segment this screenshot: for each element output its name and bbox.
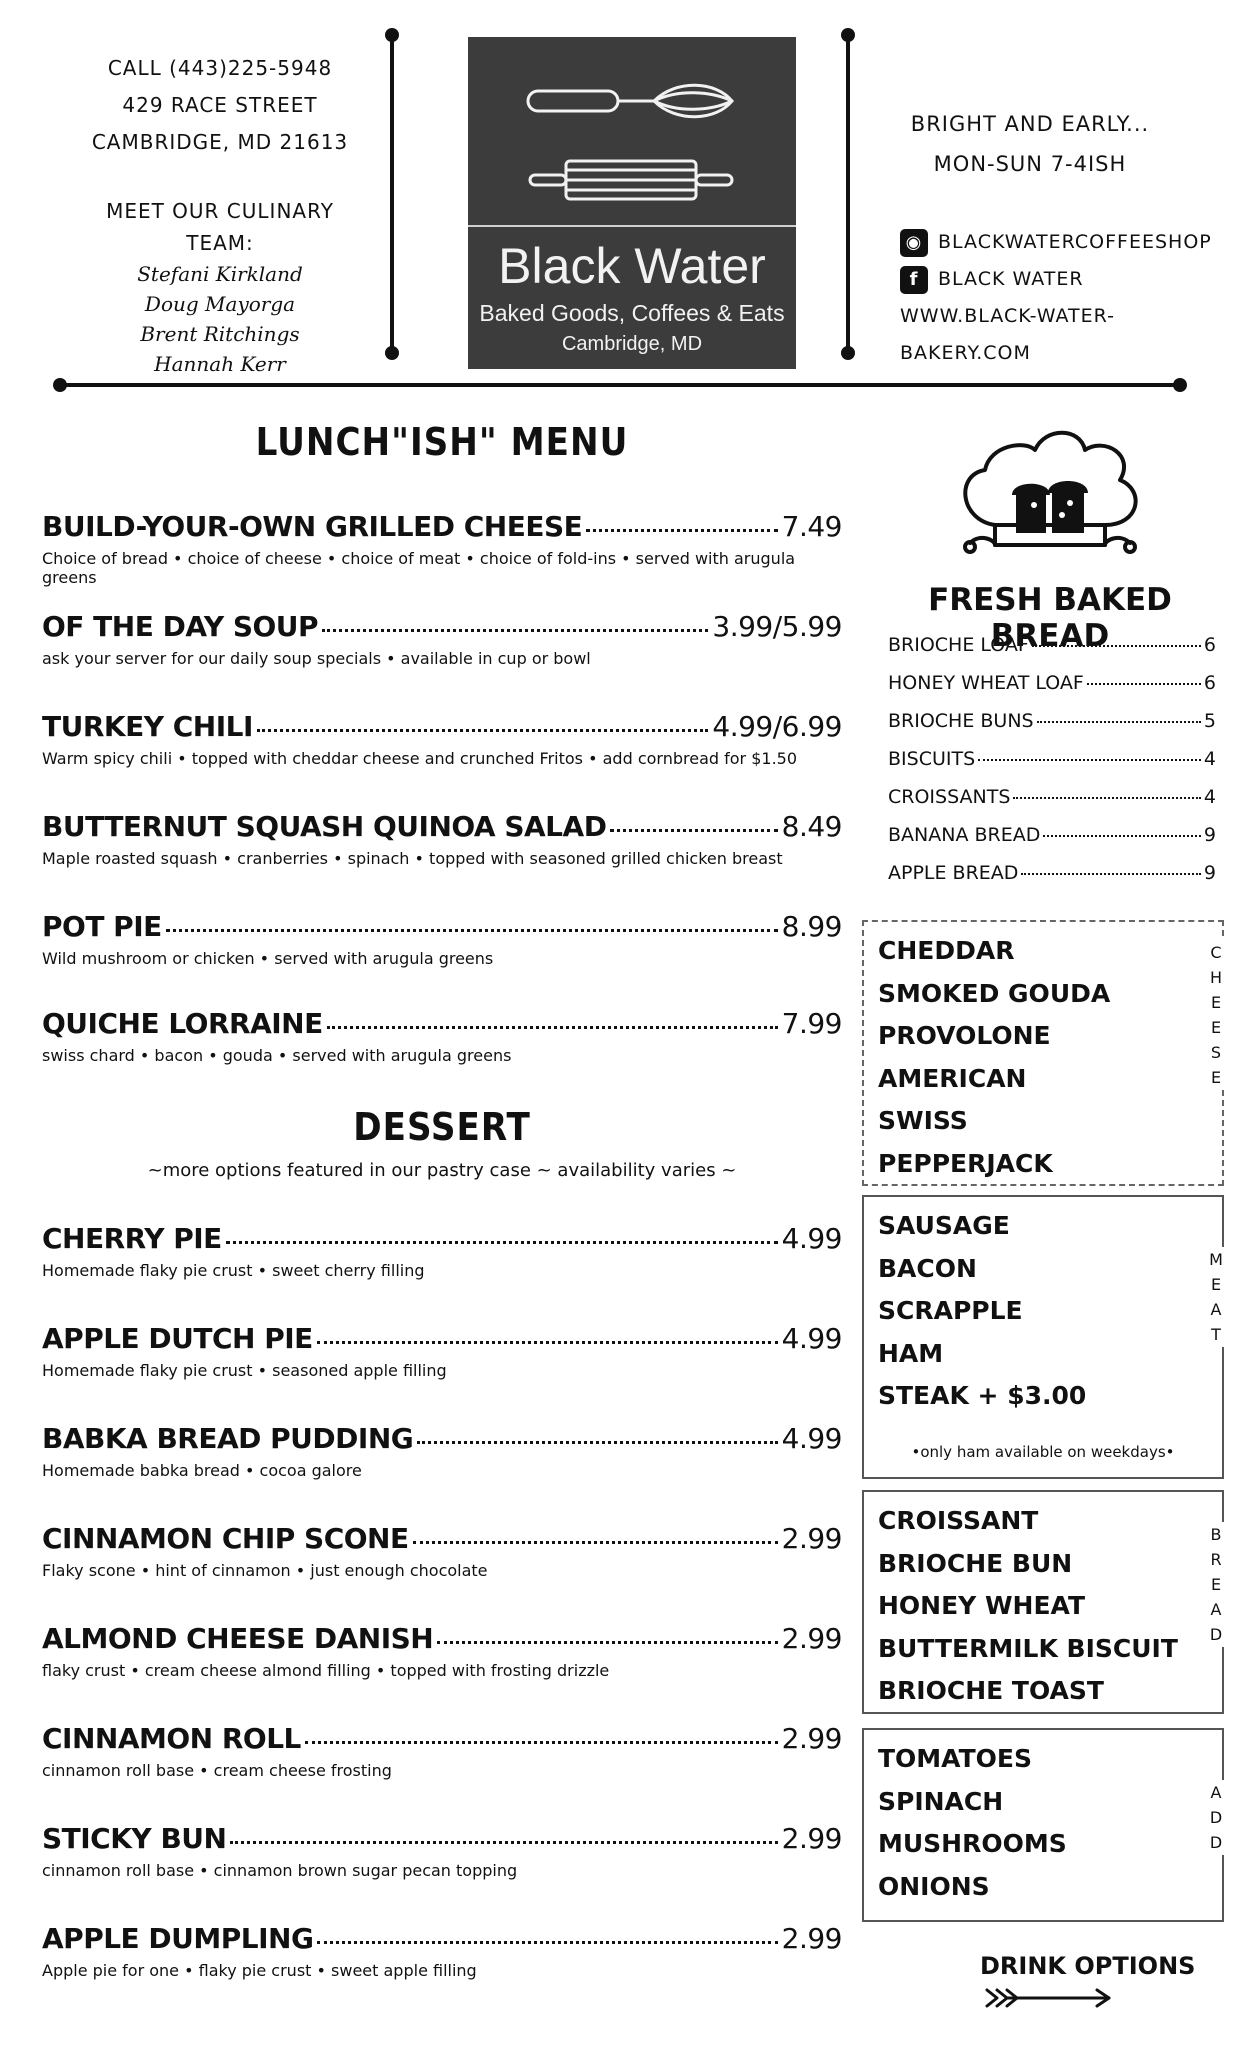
website-url: WWW.BLACK-WATER-BAKERY.COM (900, 305, 1115, 364)
item-name: CINNAMON CHIP SCONE (42, 1522, 409, 1555)
contact-block (70, 50, 370, 379)
bread-name: APPLE BREAD (888, 862, 1019, 884)
bread-price: 9 (1203, 862, 1216, 884)
item-name: TURKEY CHILI (42, 710, 253, 743)
item-name: CHERRY PIE (42, 1222, 222, 1255)
instagram-icon: ◉ (900, 229, 928, 257)
bread-option: BRIOCHE BUN (878, 1548, 1073, 1578)
phone-text: CALL (443)225-5948 (107, 56, 333, 80)
item-price: 8.99 (781, 910, 842, 943)
dessert-note: ~more options featured in our pastry case ~ availability varies ~ (147, 1160, 737, 1181)
item-price: 4.99 (781, 1422, 842, 1455)
item-price: 2.99 (781, 1722, 842, 1755)
cheese-option: CHEDDAR (878, 936, 1015, 965)
divider-line (390, 35, 394, 353)
item-name: OF THE DAY SOUP (42, 610, 319, 643)
item-name: STICKY BUN (42, 1822, 227, 1855)
logo-location: Cambridge, MD (561, 333, 703, 355)
bread-option-list (878, 1500, 1178, 1713)
item-name: BUTTERNUT SQUASH QUINOA SALAD (42, 810, 607, 843)
logo-tagline: Baked Goods, Coffees & Eats (479, 300, 785, 326)
add-option: SPINACH (878, 1786, 1004, 1816)
cheese-option: PEPPERJACK (878, 1148, 1053, 1178)
divider-line (846, 35, 850, 353)
item-description: Homemade flaky pie crust • seasoned apple filling (42, 1361, 447, 1380)
whisk-rolling-pin-icon (526, 77, 738, 217)
bread-options-box (862, 1490, 1224, 1714)
item-description: Apple pie for one • flaky pie crust • sweet apple filling (42, 1961, 477, 1980)
bread-title: FRESH BAKED BREAD (928, 582, 1172, 654)
item-name: ALMOND CHEESE DANISH (42, 1622, 434, 1655)
item-name: QUICHE LORRAINE (42, 1007, 323, 1040)
item-name: APPLE DUMPLING (42, 1922, 314, 1955)
add-list (878, 1738, 1067, 1908)
bread-name: BRIOCHE BUNS (888, 710, 1034, 732)
menu-item (42, 1822, 842, 1880)
item-price: 2.99 (781, 1622, 842, 1655)
bread-row (888, 824, 1216, 862)
facebook-handle: BLACK WATER (938, 268, 1084, 290)
cheese-option: SWISS (878, 1106, 968, 1135)
item-name: APPLE DUTCH PIE (42, 1322, 313, 1355)
item-description: swiss chard • bacon • gouda • served with arugula greens (42, 1046, 512, 1065)
meat-label: M E A T (1208, 1247, 1224, 1347)
item-price: 7.99 (781, 1007, 842, 1040)
item-price: 2.99 (781, 1822, 842, 1855)
menu-item (42, 1922, 842, 1980)
item-price: 3.99/5.99 (712, 610, 842, 643)
facebook-icon: f (900, 266, 928, 294)
item-description: Flaky scone • hint of cinnamon • just enough chocolate (42, 1561, 488, 1580)
bread-name: BISCUITS (888, 748, 976, 770)
item-price: 4.99 (781, 1322, 842, 1355)
menu-item (42, 1522, 842, 1580)
bread-option: BUTTERMILK BISCUIT (878, 1633, 1178, 1663)
arrow-right-icon (985, 1986, 1115, 2010)
chef-hat-bread-icon (950, 425, 1150, 565)
street-text: 429 RACE STREET (122, 93, 318, 117)
bread-option: HONEY WHEAT (878, 1591, 1086, 1620)
item-name: BUILD-YOUR-OWN GRILLED CHEESE (42, 510, 583, 543)
bread-option: CROISSANT (878, 1506, 1039, 1535)
item-description: Homemade flaky pie crust • sweet cherry filling (42, 1261, 425, 1280)
hours-block (880, 104, 1180, 184)
team-member: Brent Ritchings (140, 322, 300, 346)
menu-item (42, 1422, 842, 1480)
cheese-option: SMOKED GOUDA (878, 978, 1111, 1008)
menu-item (42, 610, 842, 668)
bread-row (888, 710, 1216, 748)
add-label: A D D (1208, 1780, 1224, 1855)
add-option: ONIONS (878, 1871, 990, 1901)
item-price: 2.99 (781, 1922, 842, 1955)
menu-item (42, 810, 842, 868)
social-block (900, 224, 1243, 372)
bread-name: BRIOCHE LOAF (888, 634, 1029, 656)
dessert-title: DESSERT (353, 1105, 531, 1149)
hours-line-2: MON-SUN 7-4ISH (933, 152, 1127, 176)
menu-item (42, 1007, 842, 1065)
bread-row (888, 786, 1216, 824)
menu-item (42, 910, 842, 968)
bread-row (888, 862, 1216, 900)
menu-item (42, 1622, 842, 1680)
bread-name: BANANA BREAD (888, 824, 1041, 846)
add-option: TOMATOES (878, 1744, 1032, 1773)
bread-name: CROISSANTS (888, 786, 1011, 808)
instagram-handle: BLACKWATERCOFFEESHOP (938, 231, 1212, 253)
menu-item (42, 1322, 842, 1380)
cheese-option: AMERICAN (878, 1063, 1027, 1093)
item-name: BABKA BREAD PUDDING (42, 1422, 414, 1455)
meat-option: HAM (878, 1338, 944, 1368)
bread-row (888, 672, 1216, 710)
team-member: Doug Mayorga (144, 292, 296, 316)
item-price: 4.99 (781, 1222, 842, 1255)
meat-note: •only ham available on weekdays• (911, 1443, 1175, 1461)
item-price: 7.49 (781, 510, 842, 543)
logo (468, 37, 796, 369)
bread-price: 6 (1203, 634, 1216, 656)
bread-list (888, 634, 1216, 900)
bread-price: 6 (1203, 672, 1216, 694)
city-text: CAMBRIDGE, MD 21613 (91, 130, 349, 154)
menu-item (42, 710, 842, 768)
bread-price: 5 (1203, 710, 1216, 732)
add-option: MUSHROOMS (878, 1829, 1067, 1858)
meat-option: SCRAPPLE (878, 1296, 1023, 1325)
cheese-list (878, 930, 1110, 1185)
bread-price: 4 (1203, 748, 1216, 770)
meat-option: BACON (878, 1253, 977, 1283)
meat-options-box (862, 1195, 1224, 1479)
bread-name: HONEY WHEAT LOAF (888, 672, 1084, 694)
item-name: CINNAMON ROLL (42, 1722, 301, 1755)
item-description: cinnamon roll base • cream cheese frosting (42, 1761, 392, 1780)
menu-item (42, 1222, 842, 1280)
bread-row (888, 748, 1216, 786)
item-description: cinnamon roll base • cinnamon brown sugar pecan topping (42, 1861, 518, 1880)
menu-item (42, 510, 842, 587)
bread-price: 4 (1203, 786, 1216, 808)
team-member: Hannah Kerr (154, 352, 286, 376)
team-title: MEET OUR CULINARY TEAM: (106, 199, 334, 255)
item-description: flaky crust • cream cheese almond filling • topped with frosting drizzle (42, 1661, 610, 1680)
logo-name: Black Water (498, 238, 766, 294)
item-description: Wild mushroom or chicken • served with arugula greens (42, 949, 494, 968)
cheese-options-box (862, 920, 1224, 1186)
cheese-label: C H E E S E (1208, 940, 1224, 1090)
culinary-team (70, 195, 370, 379)
bread-row (888, 634, 1216, 672)
item-price: 4.99/6.99 (712, 710, 842, 743)
item-price: 2.99 (781, 1522, 842, 1555)
cheese-option: PROVOLONE (878, 1021, 1051, 1050)
item-name: POT PIE (42, 910, 162, 943)
bread-option-label: B R E A D (1208, 1522, 1224, 1647)
header-divider (60, 383, 1180, 387)
meat-option: STEAK + $3.00 (878, 1381, 1087, 1410)
drink-options-label: DRINK OPTIONS (980, 1952, 1196, 1980)
lunch-title: LUNCH"ISH" MENU (255, 420, 629, 464)
meat-list (878, 1205, 1086, 1418)
team-member: Stefani Kirkland (137, 262, 303, 286)
menu-item (42, 1722, 842, 1780)
item-description: Homemade babka bread • cocoa galore (42, 1461, 362, 1480)
hours-line-1: BRIGHT AND EARLY... (910, 112, 1150, 136)
bread-option: BRIOCHE TOAST (878, 1676, 1104, 1705)
add-options-box (862, 1728, 1224, 1922)
item-price: 8.49 (781, 810, 842, 843)
bread-price: 9 (1203, 824, 1216, 846)
item-description: Choice of bread • choice of cheese • choice of meat • choice of fold-ins • served with arugula greens (42, 549, 796, 587)
item-description: Maple roasted squash • cranberries • spinach • topped with seasoned grilled chicken breast (42, 849, 783, 868)
meat-option: SAUSAGE (878, 1211, 1010, 1240)
item-description: ask your server for our daily soup specials • available in cup or bowl (42, 649, 591, 668)
item-description: Warm spicy chili • topped with cheddar cheese and crunched Fritos • add cornbread for $1.50 (42, 749, 798, 768)
